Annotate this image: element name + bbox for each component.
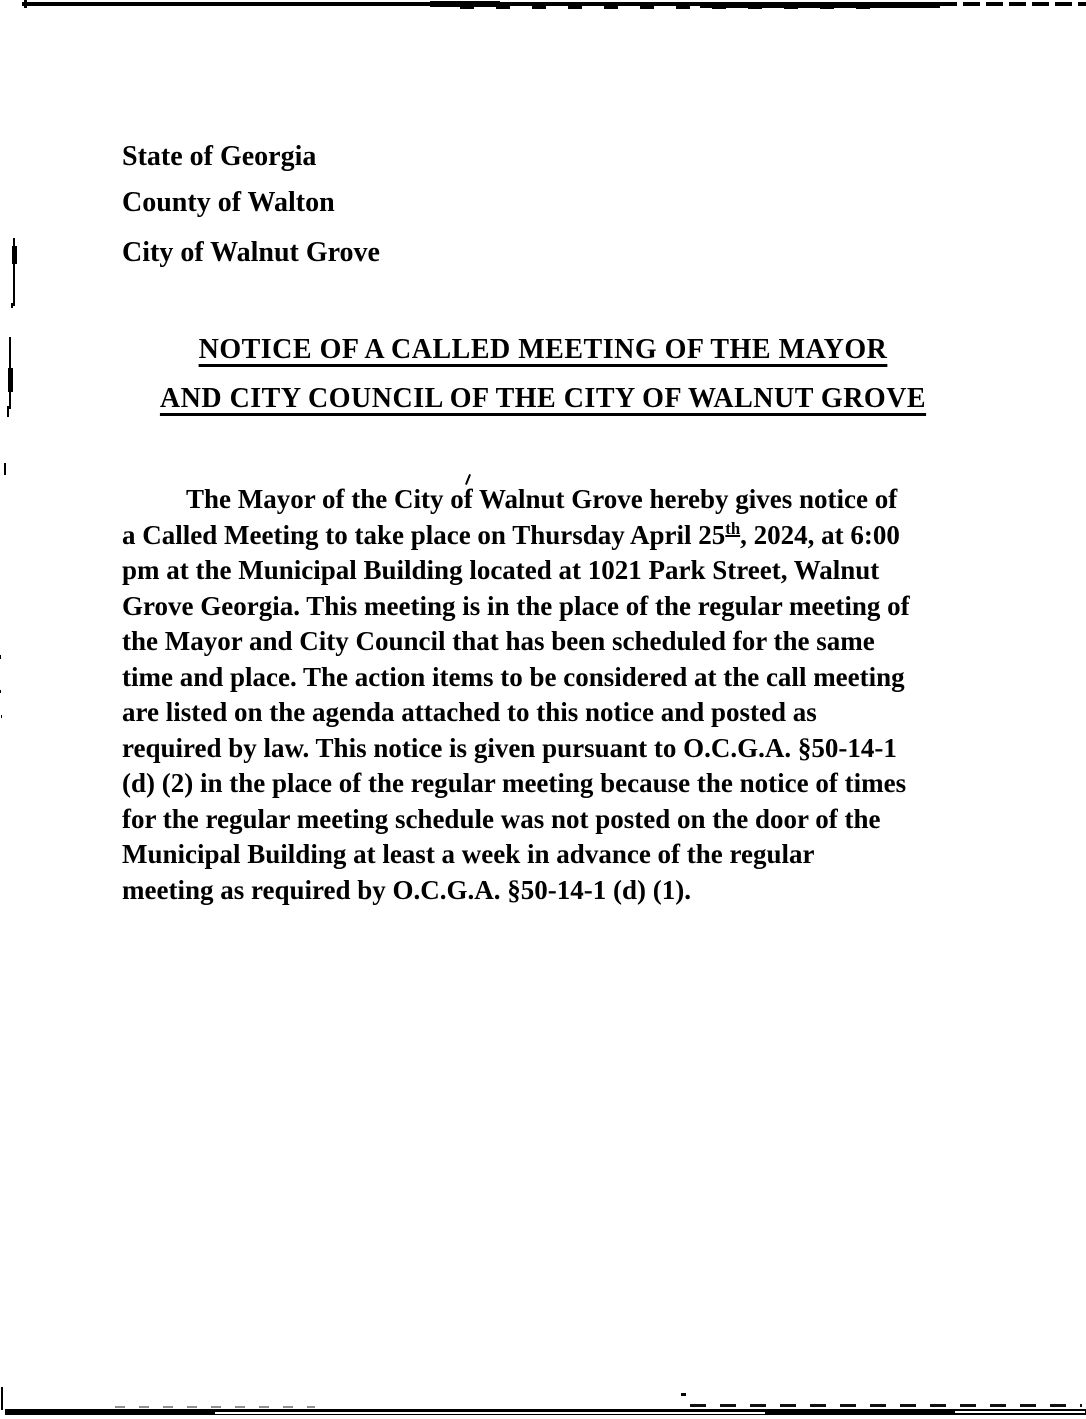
body-line: time and place. The action items to be considered at the call meeting <box>122 661 905 692</box>
scan-artifact-speck <box>0 690 1 693</box>
scan-artifact-bottom-bar-gap <box>215 1412 765 1414</box>
scan-artifact-top-gaps <box>940 0 1086 7</box>
body-line-text: a Called Meeting to take place on Thursday April 25 <box>122 519 726 550</box>
header-city-line: City of Walnut Grove <box>122 237 380 268</box>
notice-body-paragraph <box>122 482 974 908</box>
body-line: (d) (2) in the place of the regular meeting because the notice of times <box>122 768 907 798</box>
scan-artifact-bottom-dashes <box>115 1406 315 1408</box>
body-line: Grove Georgia. This meeting is in the place of the regular meeting of <box>122 590 910 621</box>
scan-artifact-speck <box>0 655 1 659</box>
scan-artifact-left-stroke <box>12 246 17 264</box>
scan-artifact-bottom-left-tick <box>1 1387 3 1410</box>
scan-artifact-speck <box>1 715 2 718</box>
body-line: required by law. This notice is given pursuant to O.C.G.A. §50-14-1 <box>122 732 897 763</box>
body-line: meeting as required by O.C.G.A. §50-14-1 (d) (1). <box>122 874 691 905</box>
body-line: for the regular meeting schedule was not posted on the door of the <box>122 803 881 834</box>
header-county-line: County of Walton <box>122 187 335 218</box>
scan-artifact-left-tick <box>4 463 6 475</box>
notice-title-line-1: NOTICE OF A CALLED MEETING OF THE MAYOR <box>198 334 888 365</box>
scan-artifact-dot <box>681 1393 686 1396</box>
notice-title <box>0 334 1086 415</box>
notice-title-line-2: AND CITY COUNCIL OF THE CITY OF WALNUT GROVE <box>159 383 927 414</box>
scan-artifact-bottom-bar-gap <box>955 1411 1085 1413</box>
body-line-text: , 2024, at 6:00 <box>740 519 900 550</box>
body-line <box>122 518 974 554</box>
body-line: the Mayor and City Council that has been scheduled for the same <box>122 626 875 656</box>
body-line: pm at the Municipal Building located at 1021 Park Street, Walnut <box>122 555 880 585</box>
scan-artifact-top-dashes <box>460 6 890 9</box>
scan-artifact-top-tick <box>24 0 27 8</box>
ordinal-superscript: th <box>725 518 741 538</box>
body-line: are listed on the agenda attached to this notice and posted as <box>122 697 817 727</box>
body-line: Municipal Building at least a week in advance of the regular <box>122 839 815 869</box>
header-state-line: State of Georgia <box>122 141 317 172</box>
scan-artifact-left-stroke <box>11 303 13 308</box>
document-header <box>122 142 380 268</box>
scan-artifact-bottom-dashes <box>690 1404 1082 1407</box>
body-line: The Mayor of the City of Walnut Grove hereby gives notice of <box>186 484 898 514</box>
